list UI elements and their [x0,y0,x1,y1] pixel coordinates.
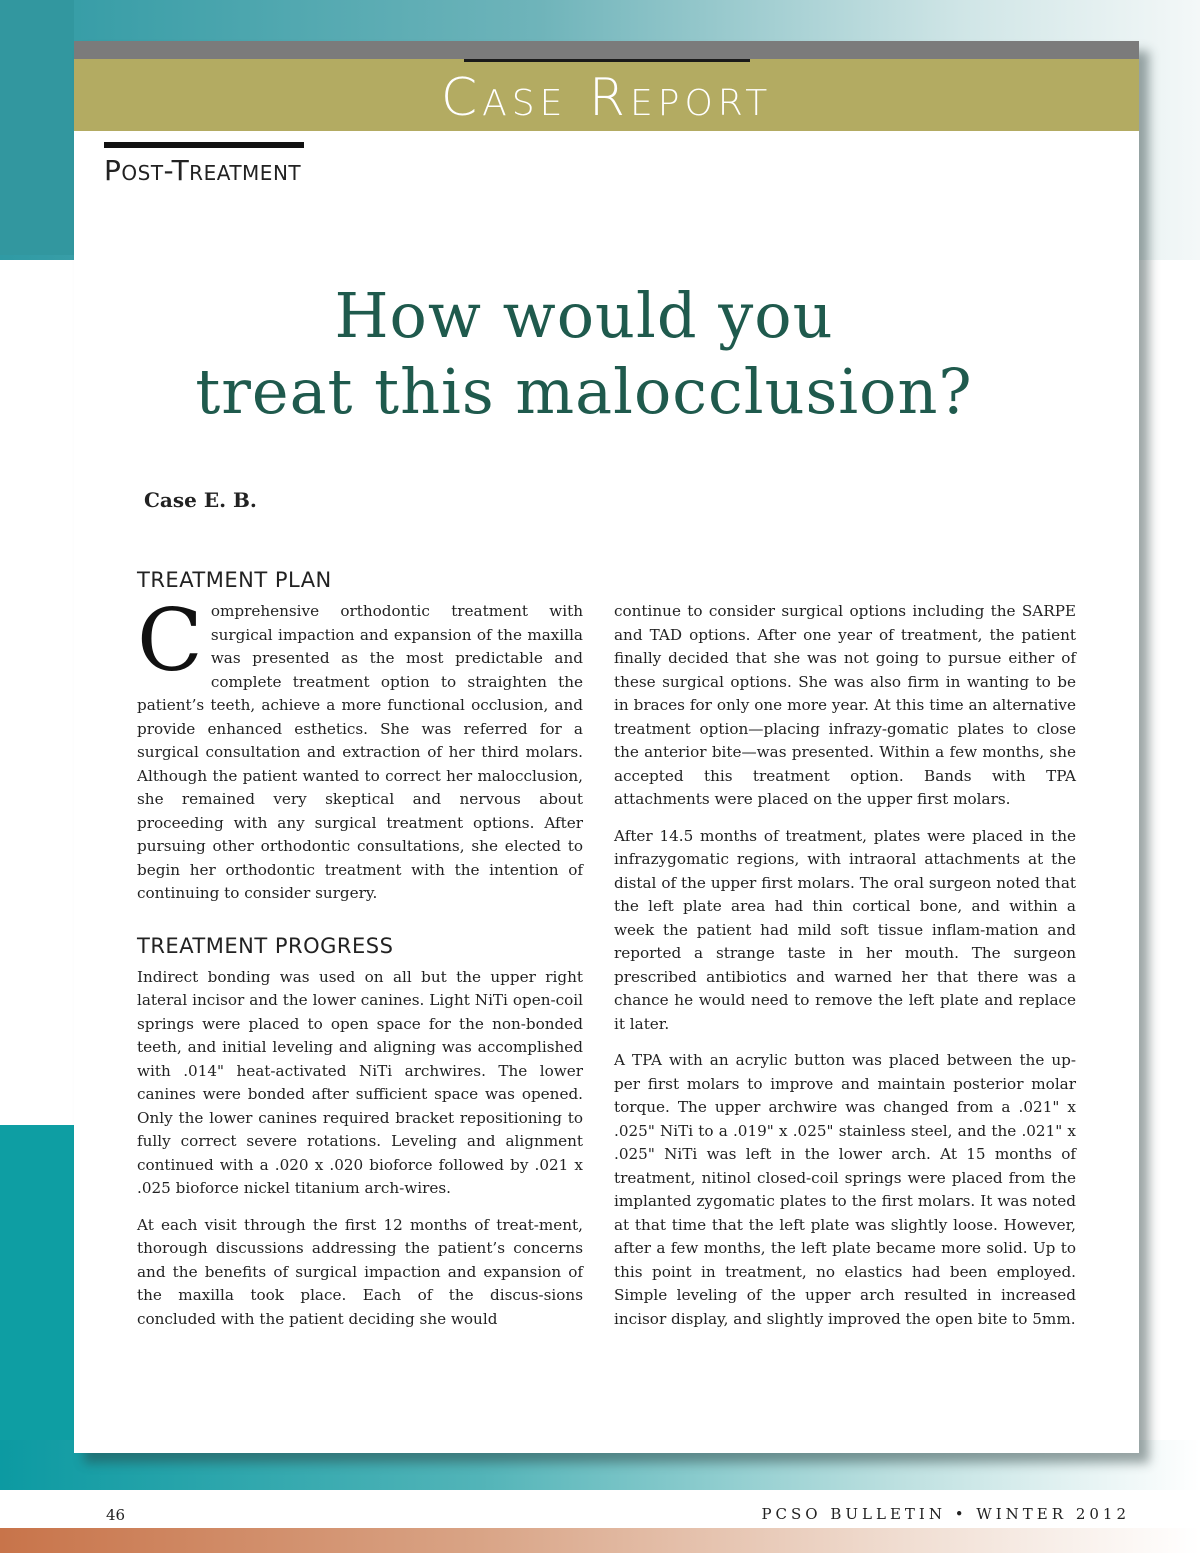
heading-treatment-progress: TREATMENT PROGRESS [137,933,394,958]
left-accent-bar-top [0,0,74,255]
paragraph-progress-1: Indirect bonding was used on all but the upper right lateral incisor and the lower canines. Light NiTi open-coil springs were placed to open space for the non-bonded teeth, and initial leveling and aligning was accomplished with .014" heat-activated NiTi archwires. The lower canines were bonded after sufficient space was opened. Only the lower canines required bracket repositioning to fully correct severe rotations. Leveling and alignment continued with a .020 x .020 bioforce followed by .021 x .025 bioforce nickel titanium arch-wires. [137,967,583,1197]
header-grey-bar [74,41,1139,59]
paragraph-right-2: After 14.5 months of treatment, plates were placed in the infrazygomatic regions, with intraoral attachments at the distal of the upper first molars. The oral surgeon noted that the left plate area had thin cortical bone, and within a week the patient had mild soft tissue inflam-mation and reported a strange taste in her mouth. The surgeon prescribed antibiotics and warned her that there was a chance he would need to remove the left plate and replace it later. [614,826,1076,1033]
treatment-plan-text: omprehensive orthodontic treatment with surgical impaction and expansion of the maxilla was presented as the most predictable and complete treatment option to straighten the patient’s teeth, achieve a more functional occlusion, and provide enhanced esthetics. She was referred for a surgical consultation and extraction of her third molars. Although the patient wanted to correct her malocclusion, she remained very skeptical and nervous about proceeding with any surgical treatment options. After pursuing other orthodontic consultations, she elected to begin her orthodontic treatment with the intention of continuing to consider surgery. [137,602,583,902]
footer-accent-stripe [0,1528,1200,1553]
publication-footer: PCSO BULLETIN • WINTER 2012 [761,1505,1130,1523]
section-rule [104,142,304,148]
right-column [614,600,1076,1344]
case-identifier: Case E. B. [144,488,257,512]
paragraph-progress-2: At each visit through the first 12 months of treat-ment, thorough discussions addressing the patient’s concerns and the benefits of surgical impaction and expansion of the maxilla took place. Each of the discus-sions concluded with the patient deciding she would [137,1215,583,1328]
drop-cap: C [137,591,203,691]
paragraph-treatment-plan [137,591,583,906]
paragraph-right-1: continue to consider surgical options including the SARPE and TAD options. After one year of treatment, the patient finally decided that she was not going to pursue either of these surgical options. She was also firm in wanting to be in braces for only one more year. At this time an alternative treatment option—placing infrazy-gomatic plates to close the anterior bite—was presented. Within a few months, she accepted this treatment option. Bands with TPA attachments were placed on the upper first molars. [614,602,1076,808]
section-label: Post-Treatment [104,154,302,187]
headline-line-1: How would you [334,279,834,352]
headline-line-2: treat this malocclusion? [195,355,973,428]
paragraph-right-3: A TPA with an acrylic button was placed between the up-per first molars to improve and maintain posterior molar torque. The upper archwire was changed from a .021" x .025" NiTi to a .019" x .025" stainless steel, and the .021" x .025" NiTi was left in the lower arch. At 15 months of treatment, nitinol closed-coil springs were placed from the implanted zygomatic plates to the first molars. It was noted at that time that the left plate was slightly loose. However, after a few months, the left plate became more solid. Up to this point in treatment, no elastics had been employed. Simple leveling of the upper arch resulted in increased incisor display, and slightly improved the open bite to 5mm. [614,1051,1076,1328]
banner-title: Case Report [440,68,773,128]
left-accent-bar-bottom [0,1125,74,1455]
page-headline [74,278,1094,430]
heading-treatment-plan: TREATMENT PLAN [137,568,332,592]
left-column [137,566,583,1344]
page-number: 46 [106,1506,126,1524]
